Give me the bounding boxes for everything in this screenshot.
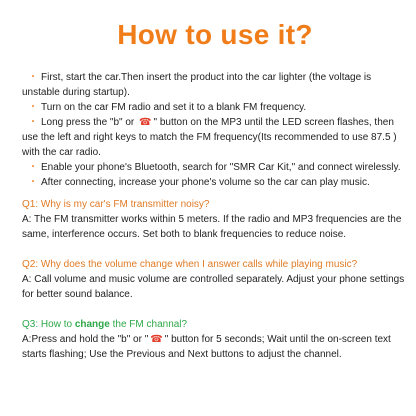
setup-steps xyxy=(22,70,408,190)
step-3 xyxy=(22,115,408,160)
faq-question: Q1: Why is my car's FM transmitter noisy? xyxy=(22,199,210,210)
faq-answer-text: " button for 5 seconds; Wait until the on-screen text starts flashing; Use the Previous and Next buttons to adjust the channel. xyxy=(22,334,391,360)
phone-icon: ☎ xyxy=(139,117,152,128)
step-text: " button on the MP3 until the LED screen flashes, then use the left and right keys to match the FM frequency(Its recommended to use 87.5 ) with the car radio. xyxy=(22,117,397,158)
faq-answer xyxy=(22,332,408,362)
phone-icon: ☎ xyxy=(150,334,163,345)
step-4 xyxy=(22,160,408,175)
faq-question-text: How to xyxy=(40,319,75,330)
step-text: First, start the car.Then insert the product into the car lighter (the voltage is unstable during startup). xyxy=(22,72,372,98)
bullet-icon: ・ xyxy=(28,177,38,188)
step-text: Turn on the car FM radio and set it to a blank FM frequency. xyxy=(41,102,307,113)
faq-item-3 xyxy=(22,317,408,362)
step-text: Enable your phone's Bluetooth, search for "SMR Car Kit," and connect wirelessly. xyxy=(41,162,401,173)
step-text: After connecting, increase your phone's volume so the car can play music. xyxy=(41,177,370,188)
faq-question-prefix: Q3: xyxy=(22,319,41,330)
faq-question-text: the FM channal? xyxy=(109,319,188,330)
step-1 xyxy=(22,70,408,100)
faq-answer: A: Call volume and music volume are controlled separately. Adjust your phone settings for better sound balance. xyxy=(22,274,405,300)
page-title: How to use it? xyxy=(117,19,313,50)
step-text: Long press the "b" or xyxy=(41,117,138,128)
faq-item-1 xyxy=(22,197,408,242)
bullet-icon: ・ xyxy=(28,72,38,83)
faq-question: Q2: Why does the volume change when I answer calls while playing music? xyxy=(22,259,358,270)
faq-question xyxy=(22,317,408,332)
bullet-icon: ・ xyxy=(28,162,38,173)
faq-item-2 xyxy=(22,257,408,302)
step-5 xyxy=(22,175,408,190)
faq-answer: A: The FM transmitter works within 5 meters. If the radio and MP3 frequencies are the same, interference occurs. Set both to blank frequencies to reduce noise. xyxy=(22,214,402,240)
faq-question-emphasis: change xyxy=(74,319,110,330)
bullet-icon: ・ xyxy=(28,117,38,128)
step-2 xyxy=(22,100,408,115)
bullet-icon: ・ xyxy=(28,102,38,113)
faq-answer-text: A:Press and hold the "b" or " xyxy=(22,334,149,345)
